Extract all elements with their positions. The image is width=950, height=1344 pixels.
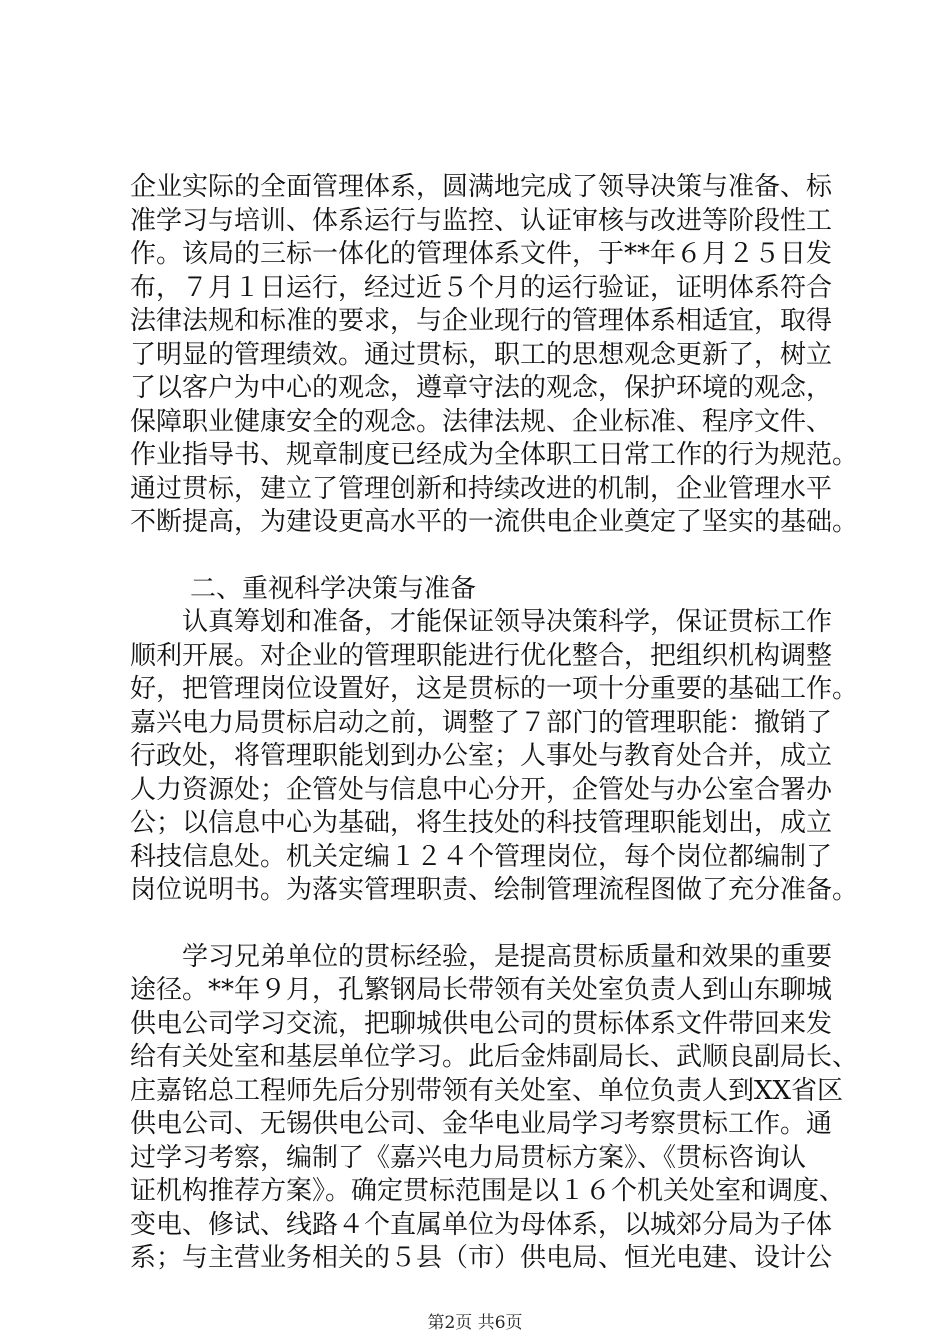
text-line: 公；以信息中心为基础，将生技处的科技管理职能划出，成立 [130, 808, 833, 838]
text-line: 不断提高，为建设更高水平的一流供电企业奠定了坚实的基础。 [130, 507, 859, 537]
text-line: 证机构推荐方案》。确定贯标范围是以１６个机关处室和调度、 [130, 1176, 846, 1206]
page-footer: 第2页 共6页 [427, 1313, 523, 1333]
text-line: 好，把管理岗位设置好，这是贯标的一项十分重要的基础工作。 [130, 674, 859, 704]
text-line: 人力资源处；企管处与信息中心分开，企管处与办公室合署办 [130, 774, 833, 805]
text-line: 保障职业健康安全的观念。法律法规、企业标准、程序文件、 [130, 406, 833, 437]
text-line: 科技信息处。机关定编１２４个管理岗位，每个岗位都编制了 [130, 841, 833, 872]
text-line: 途径。**年９月，孔繁钢局长带领有关处室负责人到山东聊城 [130, 975, 833, 1005]
paragraph-1 [130, 171, 859, 540]
text-line: 准学习与培训、体系运行与监控、认证审核与改进等阶段性工 [130, 205, 833, 236]
text-line: 学习兄弟单位的贯标经验，是提高贯标质量和效果的重要 [182, 941, 833, 972]
paragraph-2 [130, 606, 859, 908]
section-heading: 二、重视科学决策与准备 [190, 573, 477, 604]
text-line: 布，７月１日运行，经过近５个月的运行验证，证明体系符合 [130, 272, 833, 303]
text-line: 行政处，将管理职能划到办公室；人事处与教育处合并，成立 [130, 741, 833, 771]
paragraph-spacer [130, 540, 830, 573]
text-line: 变电、修试、线路４个直属单位为母体系，以城郊分局为子体 [130, 1209, 833, 1240]
text-line: 了以客户为中心的观念，遵章守法的观念，保护环境的观念， [130, 373, 833, 403]
text-line: 顺利开展。对企业的管理职能进行优化整合，把组织机构调整 [130, 640, 833, 671]
paragraph-spacer [130, 908, 830, 941]
text-line: 认真筹划和准备，才能保证领导决策科学，保证贯标工作 [182, 607, 833, 637]
text-line: 了明显的管理绩效。通过贯标，职工的思想观念更新了，树立 [130, 339, 833, 370]
text-line: 企业实际的全面管理体系，圆满地完成了领导决策与准备、标 [130, 172, 833, 202]
paragraph-3 [130, 941, 859, 1276]
text-line: 系；与主营业务相关的５县（市）供电局、恒光电建、设计公 [130, 1243, 833, 1273]
text-line: 供电公司、无锡供电公司、金华电业局学习考察贯标工作。通 [130, 1109, 833, 1139]
text-line: 通过贯标，建立了管理创新和持续改进的机制，企业管理水平 [130, 473, 833, 504]
text-line: 作业指导书、规章制度已经成为全体职工日常工作的行为规范。 [130, 440, 859, 470]
text-line: 岗位说明书。为落实管理职责、绘制管理流程图做了充分准备。 [130, 875, 859, 905]
text-line: 作。该局的三标一体化的管理体系文件，于**年６月２５日发 [130, 239, 833, 269]
text-line: 庄嘉铭总工程师先后分别带领有关处室、单位负责人到XX省区 [130, 1075, 844, 1106]
text-line: 过学习考察，编制了《嘉兴电力局贯标方案》、《贯标咨询认 [130, 1142, 807, 1173]
text-line: 法律法规和标准的要求，与企业现行的管理体系相适宜，取得 [130, 306, 833, 336]
text-line: 给有关处室和基层单位学习。此后金炜副局长、武顺良副局长、 [130, 1042, 859, 1072]
text-line: 供电公司学习交流，把聊城供电公司的贯标体系文件带回来发 [130, 1008, 833, 1039]
text-line: 嘉兴电力局贯标启动之前，调整了７部门的管理职能：撤销了 [130, 707, 833, 738]
document-body [130, 171, 859, 1276]
